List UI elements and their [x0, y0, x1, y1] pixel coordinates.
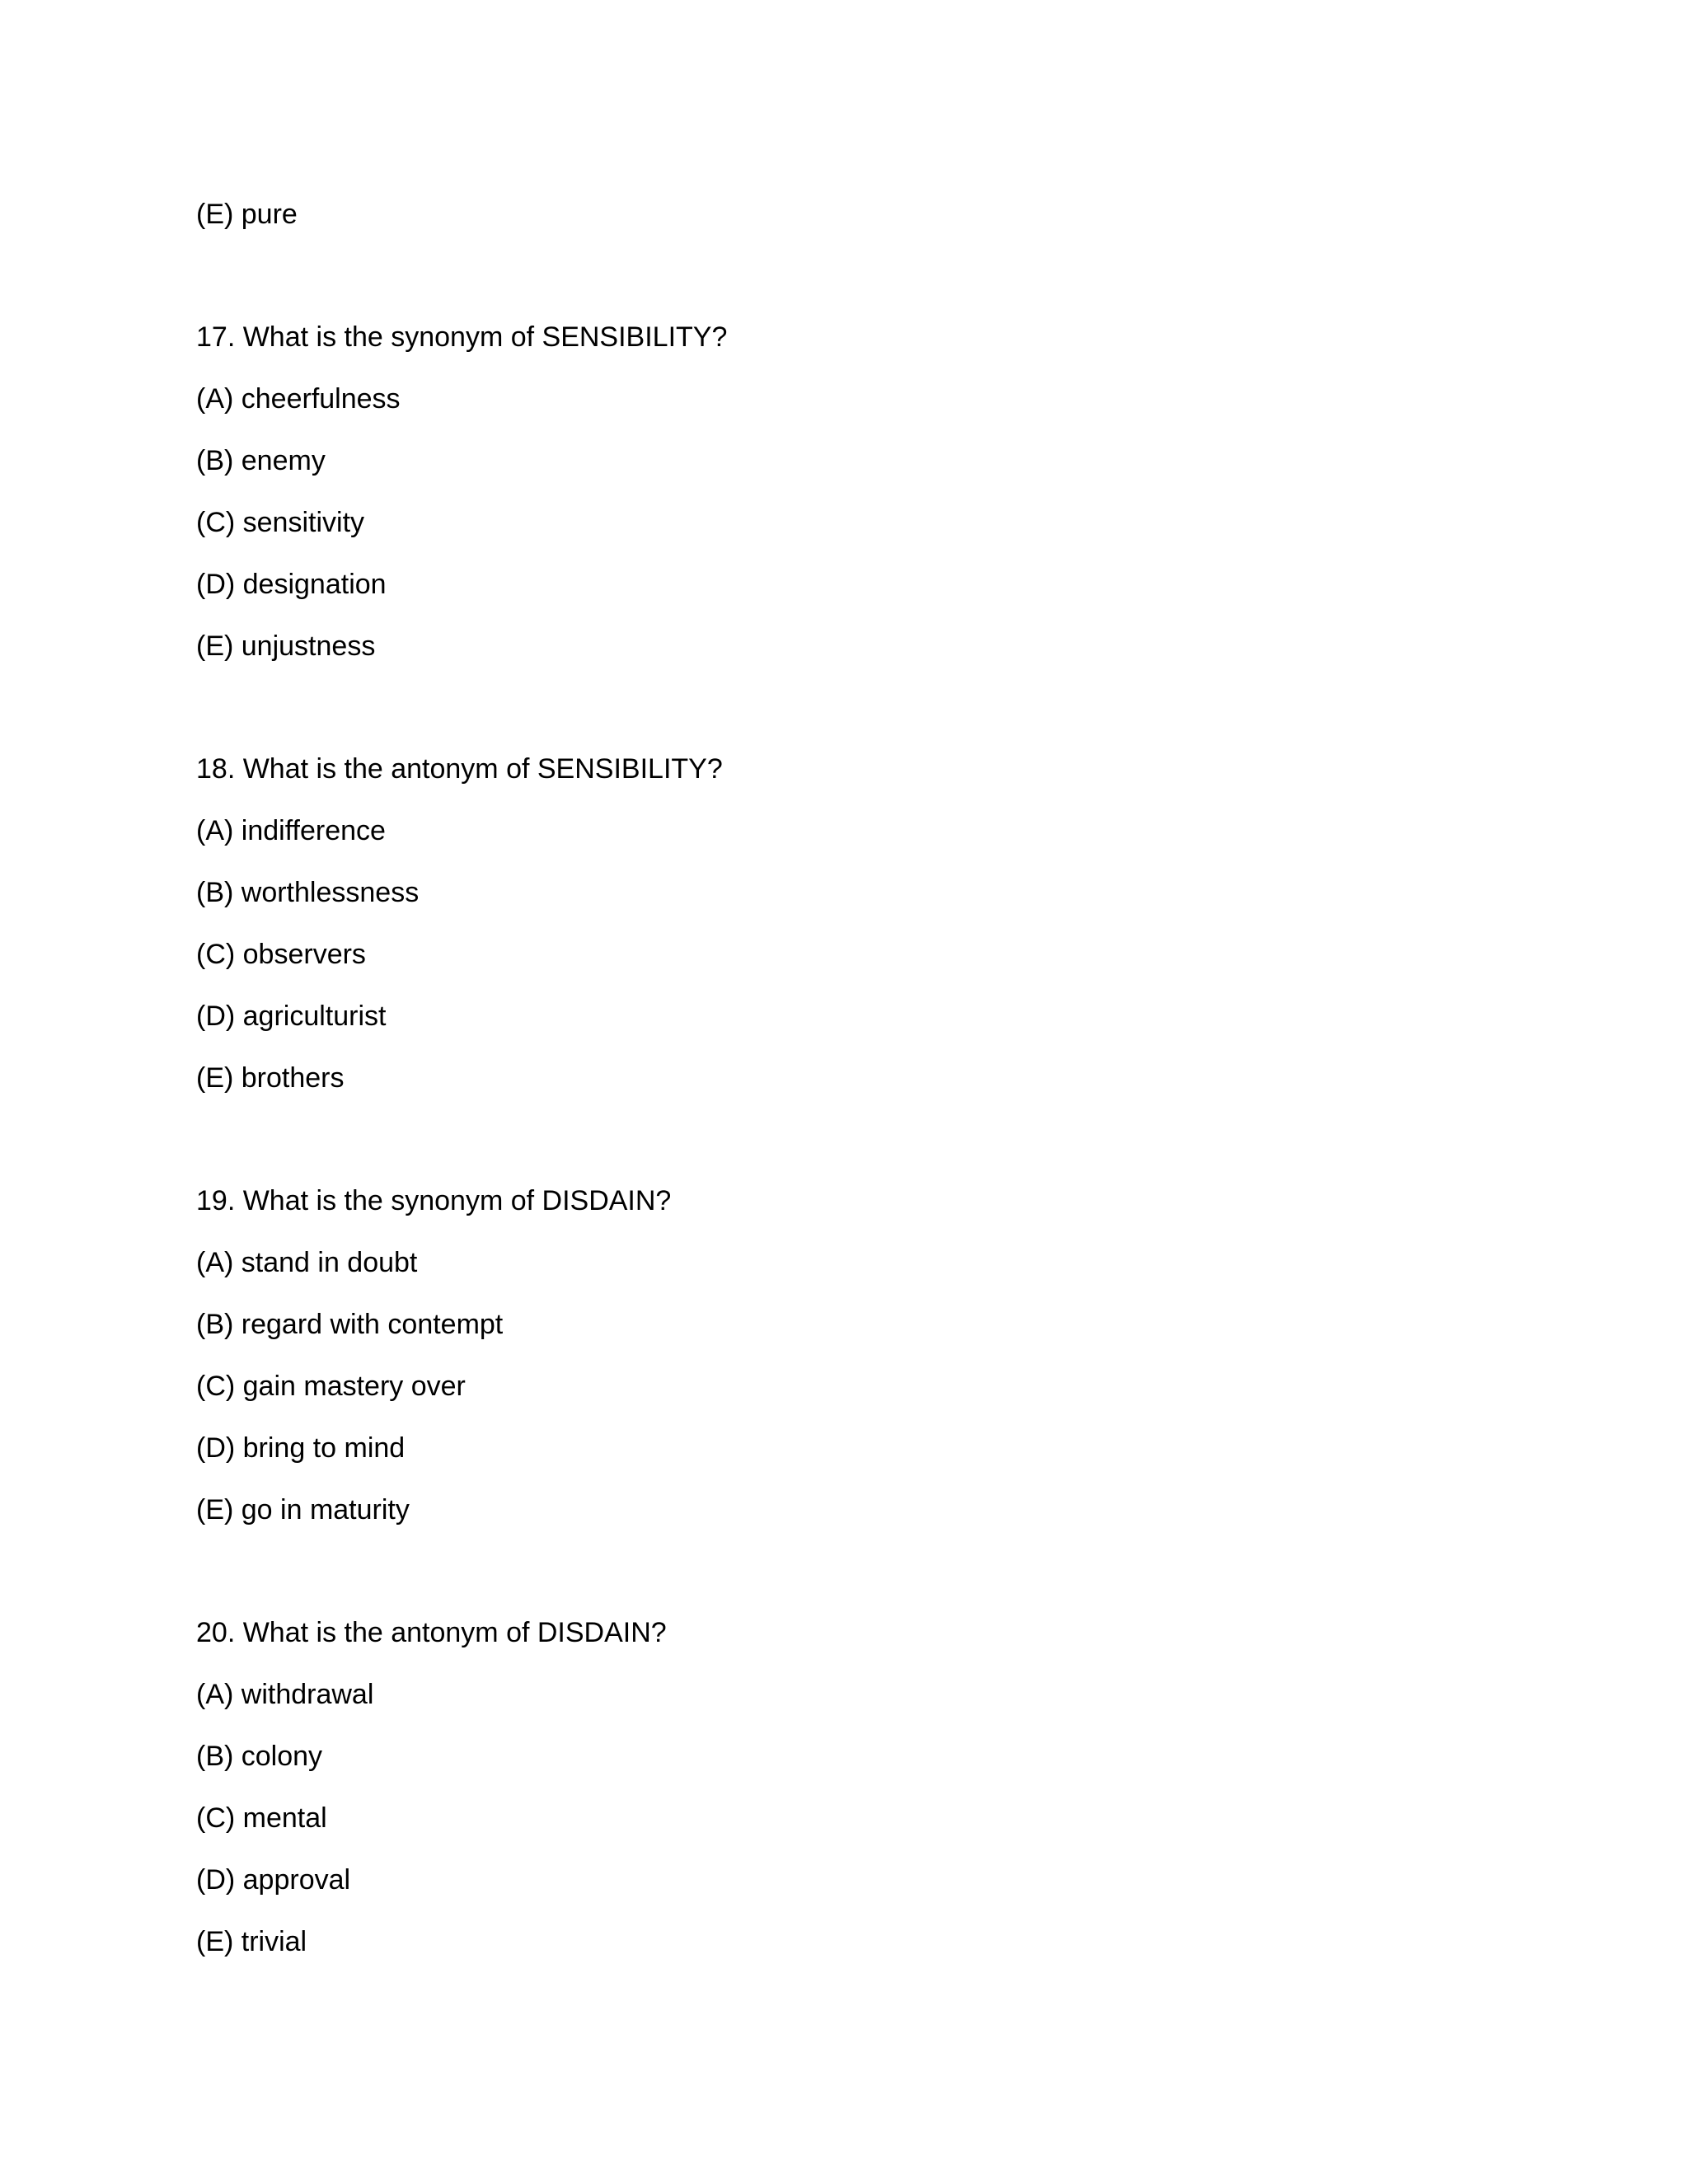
spacer	[196, 691, 1515, 752]
option-e: (E) trivial	[196, 1926, 307, 1957]
option-a: (A) stand in doubt	[196, 1247, 418, 1278]
spacer	[196, 1555, 1515, 1616]
spacer	[196, 260, 1515, 321]
question-text: 17. What is the synonym of SENSIBILITY?	[196, 321, 728, 353]
option-b: (B) enemy	[196, 445, 326, 476]
option-d: (D) designation	[196, 569, 387, 600]
option-b: (B) worthlessness	[196, 877, 420, 908]
option-d: (D) approval	[196, 1864, 351, 1896]
option-c: (C) mental	[196, 1802, 327, 1834]
option-c: (C) gain mastery over	[196, 1371, 466, 1402]
page-content	[196, 198, 1515, 1987]
spacer	[196, 1123, 1515, 1184]
option-a: (A) withdrawal	[196, 1679, 374, 1710]
question-block	[196, 321, 1515, 691]
option-c: (C) sensitivity	[196, 507, 365, 538]
option-d: (D) agriculturist	[196, 1001, 387, 1032]
option-c: (C) observers	[196, 939, 366, 970]
question-block	[196, 1616, 1515, 1987]
option-e: (E) brothers	[196, 1062, 345, 1094]
question-text: 20. What is the antonym of DISDAIN?	[196, 1617, 667, 1648]
option-b: (B) colony	[196, 1741, 323, 1772]
option-b: (B) regard with contempt	[196, 1309, 504, 1340]
option-e: (E) go in maturity	[196, 1494, 410, 1526]
question-text: 19. What is the synonym of DISDAIN?	[196, 1185, 672, 1216]
leading-option: (E) pure	[196, 199, 298, 230]
option-a: (A) indifference	[196, 815, 386, 846]
option-e: (E) unjustness	[196, 630, 376, 662]
question-text: 18. What is the antonym of SENSIBILITY?	[196, 753, 723, 785]
option-d: (D) bring to mind	[196, 1432, 406, 1464]
question-block	[196, 1184, 1515, 1555]
question-block	[196, 752, 1515, 1123]
option-a: (A) cheerfulness	[196, 383, 401, 415]
